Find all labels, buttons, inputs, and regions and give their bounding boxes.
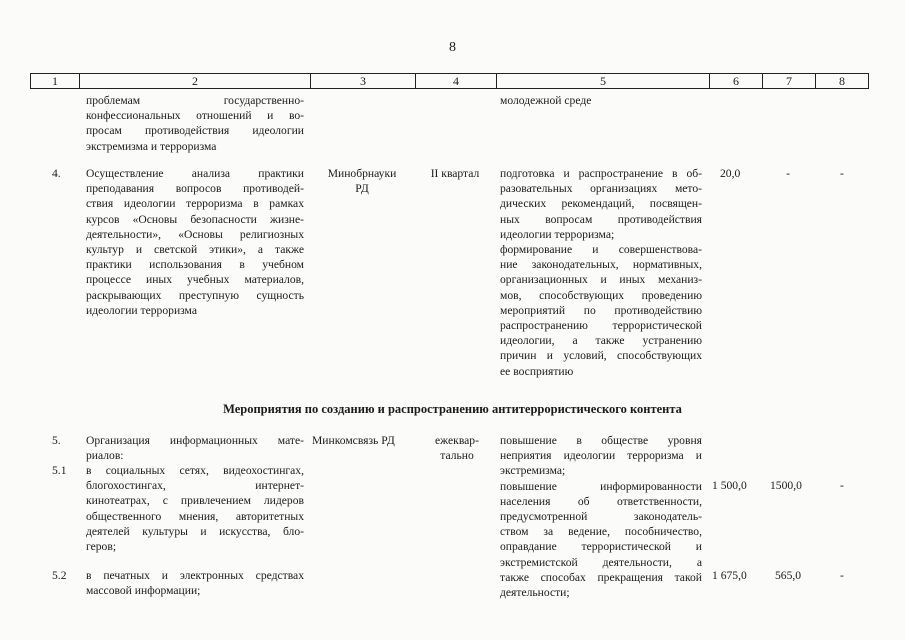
text-line: деятелей культуры и искусства, бло- [86,524,304,538]
text-line: организационных и иных механиз- [500,273,702,287]
amount-cell: 1 675,0 [712,569,747,582]
text-line: культур и светской этики», а также [86,243,304,257]
header-cell: 3 [311,74,416,89]
executor-cell: Минкомсвязь РД [312,434,395,447]
text-line: мероприятий по противодействию [500,303,702,317]
text-line: процессе иных учебных материалов, [86,273,304,287]
text-line: ее восприятию [500,364,574,378]
text-line: конфессиональных отношений и во- [86,109,304,123]
text-line: Осуществление анализа практики [86,167,304,180]
text-line: ных вопросам противодействия [500,212,702,226]
text-line: общественного мнения, авторитетных [86,509,304,523]
header-cell: 8 [816,74,869,89]
row-number: 5. [52,434,61,447]
amount-cell: 20,0 [720,167,741,180]
amount-cell: - [786,167,790,180]
result-cell [500,433,702,600]
activity-cell [86,463,304,554]
text-line: ствия идеологии терроризма в рамках [86,197,304,211]
text-line: молодежной среде [500,94,592,107]
amount-cell: - [840,479,844,492]
text-line: в социальных сетях, видеохостингах, [86,464,304,477]
header-cell: 2 [80,74,311,89]
page-number: 8 [449,40,456,55]
text-line: массовой информации; [86,584,201,598]
text-line: неприятия идеологии терроризма и [500,449,702,463]
text-line: повышение информированности [500,479,702,493]
amount-cell: 1 500,0 [712,479,747,492]
text-line: населения об ответственности, [500,494,702,508]
text-line: экстремистской деятельности, а [500,555,702,569]
header-cell: 1 [31,74,80,89]
text-line: тально [440,449,474,463]
column-header-row [30,73,869,89]
header-cell: 7 [763,74,816,89]
text-line: экстремизма; [500,464,566,478]
text-line: геров; [86,540,117,554]
text-line: идеологии, а также устранению [500,334,702,348]
text-line: повышение в обществе уровня [500,434,702,447]
result-cell [500,166,702,379]
text-line: экстремизма и терроризма [86,139,217,153]
amount-cell: 565,0 [775,569,802,582]
text-line: идеологии терроризма; [500,227,615,241]
amount-cell: - [840,167,844,180]
amount-cell: - [840,569,844,582]
text-line: Минобрнауки [327,167,397,180]
activity-cell [86,166,304,318]
header-cell: 6 [710,74,763,89]
activity-cell [86,568,304,598]
text-line: просам противодействия идеологии [86,124,304,138]
header-cell: 5 [497,74,710,89]
amount-cell: 1500,0 [770,479,802,492]
text-line: в печатных и электронных средствах [86,569,304,582]
text-line: кинотеатрах, с привлечением лидеров [86,494,304,508]
text-line: курсов «Основы безопасности жизне- [86,212,304,226]
text-line: разовательных организациях мето- [500,182,702,196]
executor-cell [310,166,414,196]
text-line: идеологии терроризма [86,303,197,317]
text-line: ние законодательных, нормативных, [500,258,702,272]
text-line: риалов: [86,449,124,463]
text-line: ством за ведение, пособничество, [500,525,702,539]
row-number: 5.2 [52,569,67,582]
text-line: дических рекомендаций, посвящен- [500,197,702,211]
text-line: РД [355,182,369,196]
row-number: 5.1 [52,464,67,477]
text-line: деятельности», «Основы религиозных [86,227,304,241]
continuation-result [500,93,702,108]
row-number: 4. [52,167,61,180]
text-line: формирование и совершенствова- [500,243,702,257]
text-line: распространению террористической [500,319,702,333]
text-line: предусмотренной законодатель- [500,510,702,524]
text-line: мов, способствующих проведению [500,288,702,302]
text-line: блогохостингах, интернет- [86,479,304,493]
term-cell: II квартал [430,167,480,180]
section-title: Мероприятия по созданию и распространению антитеррористического контента [223,402,682,416]
text-line: преподавания вопросов противодей- [86,182,304,196]
text-line: подготовка и распространение в об- [500,167,702,180]
activity-cell [86,433,304,463]
continuation-activity [86,93,304,154]
text-line: практики использования в учебном [86,258,304,272]
text-line: проблемам государственно- [86,94,304,107]
text-line: Организация информационных мате- [86,434,304,447]
text-line: ежеквар- [435,434,479,447]
text-line: также способах прекращения такой [500,570,702,584]
text-line: деятельности; [500,586,570,600]
text-line: оправдание террористической и [500,540,702,554]
text-line: причин и условий, способствующих [500,349,702,363]
term-cell [425,433,489,463]
text-line: раскрывающих преступную сущность [86,288,304,302]
header-cell: 4 [416,74,497,89]
